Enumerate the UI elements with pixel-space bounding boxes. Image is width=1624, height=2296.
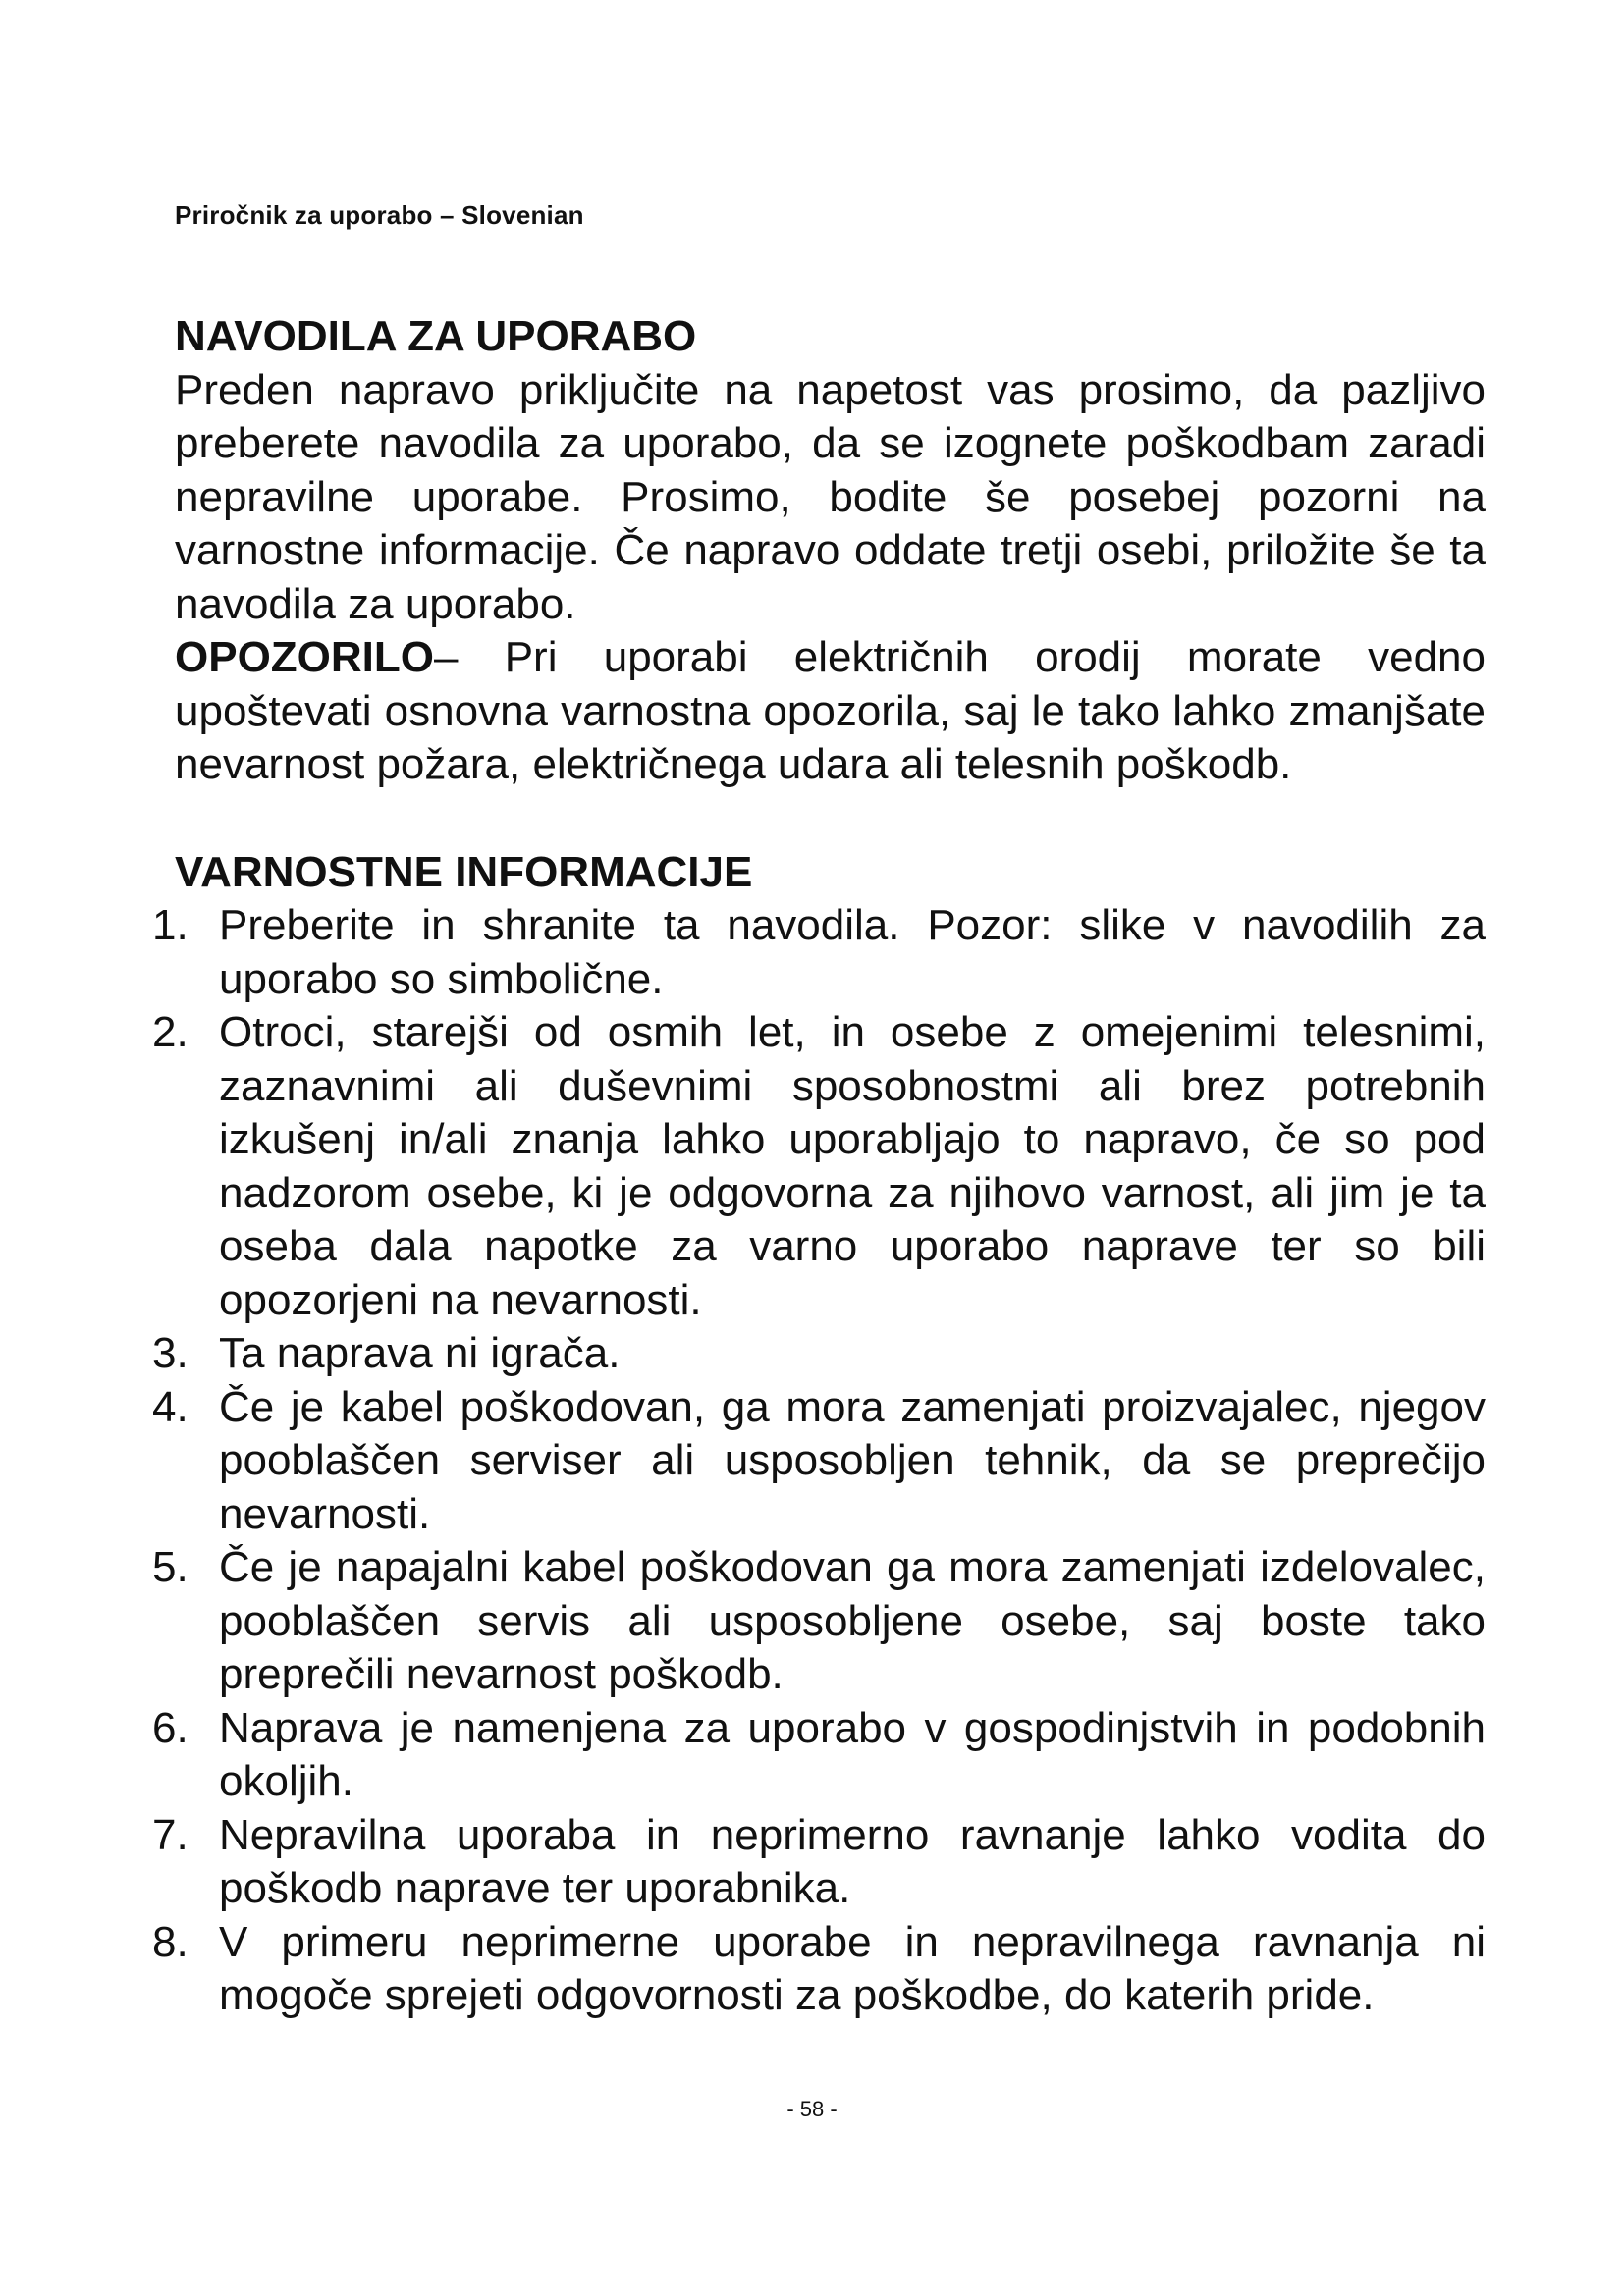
- list-item-text: V primeru neprimerne uporabe in nepravilnega ravnanja ni mogoče sprejeti odgovornosti za poškodbe, do katerih pride.: [219, 1917, 1486, 2019]
- main-content: [152, 310, 1486, 2023]
- list-item-text: Preberite in shranite ta navodila. Pozor: slike v navodilih za uporabo so simbolične.: [219, 901, 1486, 1003]
- list-item-text: Če je napajalni kabel poškodovan ga mora zamenjati izdelovalec, pooblaščen servis ali usposobljene osebe, saj boste tako preprečili nevarnost poškodb.: [219, 1543, 1486, 1698]
- list-item: [152, 1381, 1486, 1542]
- list-item-text: Naprava je namenjena za uporabo v gospodinjstvih in podobnih okoljih.: [219, 1703, 1486, 1805]
- list-item-text: Otroci, starejši od osmih let, in osebe z omejenimi telesnimi, zaznavnimi ali duševnimi sposobnostmi ali brez potrebnih izkušenj in/ali znanja lahko uporabljajo to napravo, če so pod nadzorom osebe, ki je odgovorna za njihovo varnost, ali jim je ta oseba dala napotke za varno uporabo naprave ter so bili opozorjeni na nevarnosti.: [219, 1008, 1486, 1324]
- warning-paragraph: [175, 631, 1486, 792]
- safety-heading: VARNOSTNE INFORMACIJE: [175, 847, 753, 896]
- list-item: [152, 1702, 1486, 1809]
- list-item-number: 4.: [152, 1382, 189, 1431]
- list-item-number: 8.: [152, 1917, 189, 1966]
- list-item-number: 5.: [152, 1543, 189, 1591]
- list-item-number: 2.: [152, 1008, 189, 1056]
- list-item-text: Če je kabel poškodovan, ga mora zamenjati proizvajalec, njegov pooblaščen serviser ali usposobljen tehnik, da se preprečijo nevarnosti.: [219, 1382, 1486, 1538]
- list-item-number: 1.: [152, 901, 189, 949]
- list-item: [152, 1541, 1486, 1702]
- list-item: [152, 899, 1486, 1006]
- list-item: [152, 1809, 1486, 1916]
- list-item-text: Nepravilna uporaba in neprimerno ravnanje lahko vodita do poškodb naprave ter uporabnika.: [219, 1810, 1486, 1912]
- warning-text: – Pri uporabi električnih orodij morate vedno upoštevati osnovna varnostna opozorila, saj le tako lahko zmanjšate nevarnost požara, električnega udara ali telesnih poškodb.: [175, 633, 1486, 788]
- list-item: [152, 1006, 1486, 1327]
- list-item-number: 3.: [152, 1329, 189, 1377]
- list-item: [152, 1916, 1486, 2023]
- list-item-text: Ta naprava ni igrača.: [219, 1329, 621, 1377]
- section-spacer: [175, 792, 1486, 846]
- safety-list: [152, 899, 1486, 2023]
- list-item-number: 7.: [152, 1810, 189, 1859]
- instructions-heading: NAVODILA ZA UPORABO: [175, 312, 697, 360]
- list-item: [152, 1327, 1486, 1381]
- warning-label: OPOZORILO: [175, 633, 434, 681]
- instructions-paragraph: Preden napravo priključite na napetost vas prosimo, da pazljivo preberete navodila za uporabo, da se izognete poškodbam zaradi nepravilne uporabe. Prosimo, bodite še posebej pozorni na varnostne informacije. Če napravo oddate tretji osebi, priložite še ta navodila za uporabo.: [175, 365, 1486, 628]
- list-item-number: 6.: [152, 1703, 189, 1752]
- page-number: - 58 -: [786, 2097, 838, 2121]
- document-header: Priročnik za uporabo – Slovenian: [175, 200, 584, 230]
